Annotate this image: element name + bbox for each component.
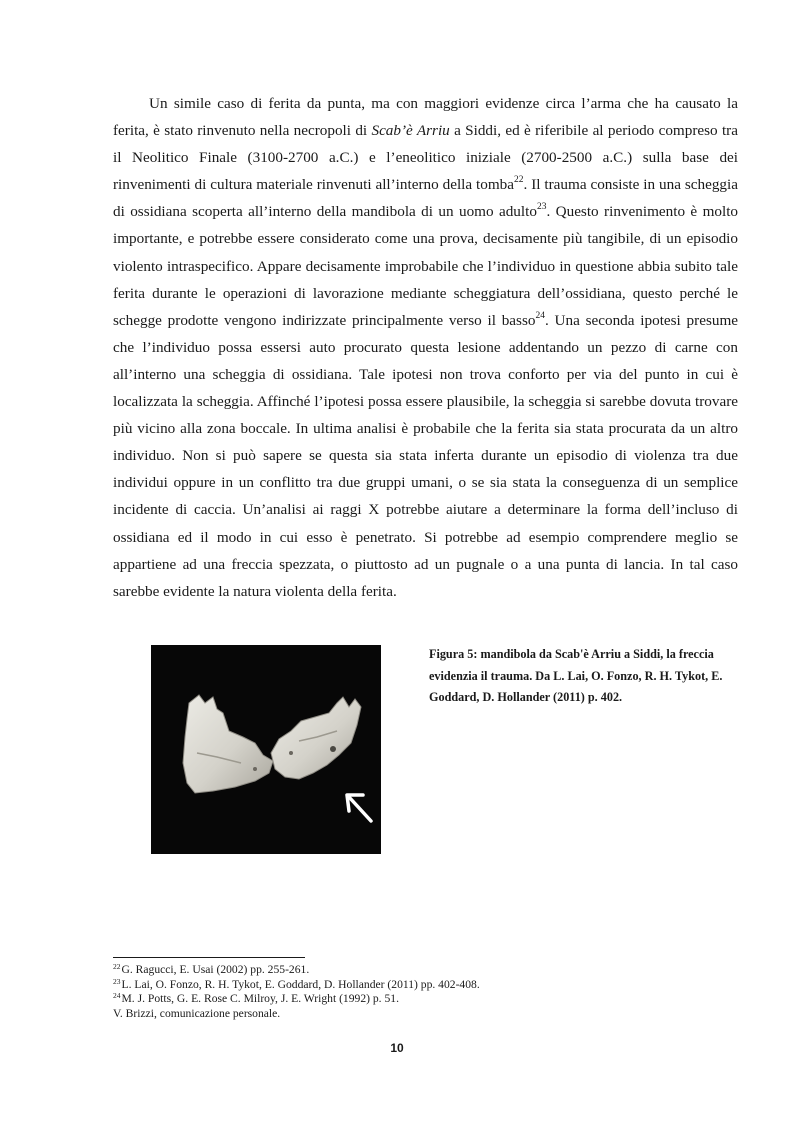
paragraph-text-5: . Una seconda ipotesi presume che l’individuo possa essersi auto procurato questa lesione addentando un pezzo di carne con all’interno una scheggia di ossidiana. Tale ipotesi non trova conforto per via del punto in cui è localizzata la scheggia. Affinché l’ipotesi possa essere plausibile, la scheggia si sarebbe dovuta trovare più vicino alla zona boccale. In ultima analisi è probabile che la ferita sia stata procurata da un altro individuo. Non si può sapere se questa sia stata inferta durante un episodio di violenza tra due individui oppure in un conflitto tra due gruppi umani, o se sia stata la conseguenza di un semplice incidente di caccia. Un’analisi ai raggi X potrebbe aiutare a determinare la forma dell’incluso di ossidiana ed il modo in cui esso è penetrato. Si potrebbe ad esempio comprendere meglio se appartiene ad una freccia spezzata, o piuttosto ad un pugnale o a una punta di lancia. In tal caso sarebbe evidente la natura violenta della ferita. [113, 311, 738, 600]
footnote-ref-24[interactable]: 24 [535, 310, 545, 321]
paragraph-text-1: Un simile caso di ferita da punta, ma con maggiori evidenze circa l’arma che ha causato la ferita, è stato rinvenuto nella necropoli di [113, 95, 738, 140]
footnote-23 [113, 978, 733, 993]
footnote-24 [113, 992, 733, 1007]
arrow-icon [347, 795, 371, 821]
mandible-left-fragment [183, 695, 273, 793]
footnote-note [113, 1007, 733, 1022]
footnote-divider [113, 957, 305, 958]
footnote-22 [113, 963, 733, 978]
footnote-number: 22 [113, 962, 121, 971]
mandible-right-fragment [271, 697, 361, 779]
footnote-number: 23 [113, 976, 121, 986]
footnote-text: L. Lai, O. Fonzo, R. H. Tykot, E. Goddard, D. Hollander (2011) pp. 402-408. [121, 977, 480, 991]
mandible-illustration [151, 645, 381, 854]
footnote-text: M. J. Potts, G. E. Rose C. Milroy, J. E. Wright (1992) p. 51. [121, 992, 399, 1006]
site-name: Scab’è Arriu [371, 122, 450, 140]
figure-caption: Figura 5: mandibola da Scab'è Arriu a Siddi, la freccia evidenzia il trauma. Da L. Lai, O. Fonzo, R. H. Tykot, E. Goddard, D. Hollander (2011) p. 402. [429, 647, 723, 704]
footnotes [113, 963, 733, 1021]
paragraph-text-3: . Il trauma consiste in una scheggia di ossidiana scoperta all’interno della mandibola di un uomo adulto [113, 176, 738, 221]
footnote-text: G. Ragucci, E. Usai (2002) pp. 255-261. [121, 963, 310, 976]
paragraph-text-2: a Siddi, ed è riferibile al periodo compreso tra il Neolitico Finale (3100-2700 a.C.) e l’eneolitico iniziale (2700-2500 a.C.) sulla base dei rinvenimenti di cultura materiale rinvenuti all’interno della tomba [113, 122, 738, 194]
paragraph-text-4: . Questo rinvenimento è molto importante, e potrebbe essere considerato come una prova, decisamente più tangibile, di un episodio violento intraspecifico. Appare decisamente improbabile che l’individuo in questione abbia subito tale ferita durante le operazioni di lavorazione mediante scheggiatura dell’ossidiana, questo perché le schegge prodotte vengono indirizzate principalmente verso il basso [113, 203, 739, 329]
mandible-photo [151, 645, 381, 854]
footnote-text: V. Brizzi, comunicazione personale. [113, 1006, 281, 1020]
footnote-ref-22[interactable]: 22 [514, 175, 524, 186]
page-number: 10 [390, 1041, 404, 1055]
body-paragraph [113, 90, 738, 605]
footnote-number: 24 [113, 991, 121, 1001]
footnote-ref-23[interactable]: 23 [536, 202, 547, 213]
